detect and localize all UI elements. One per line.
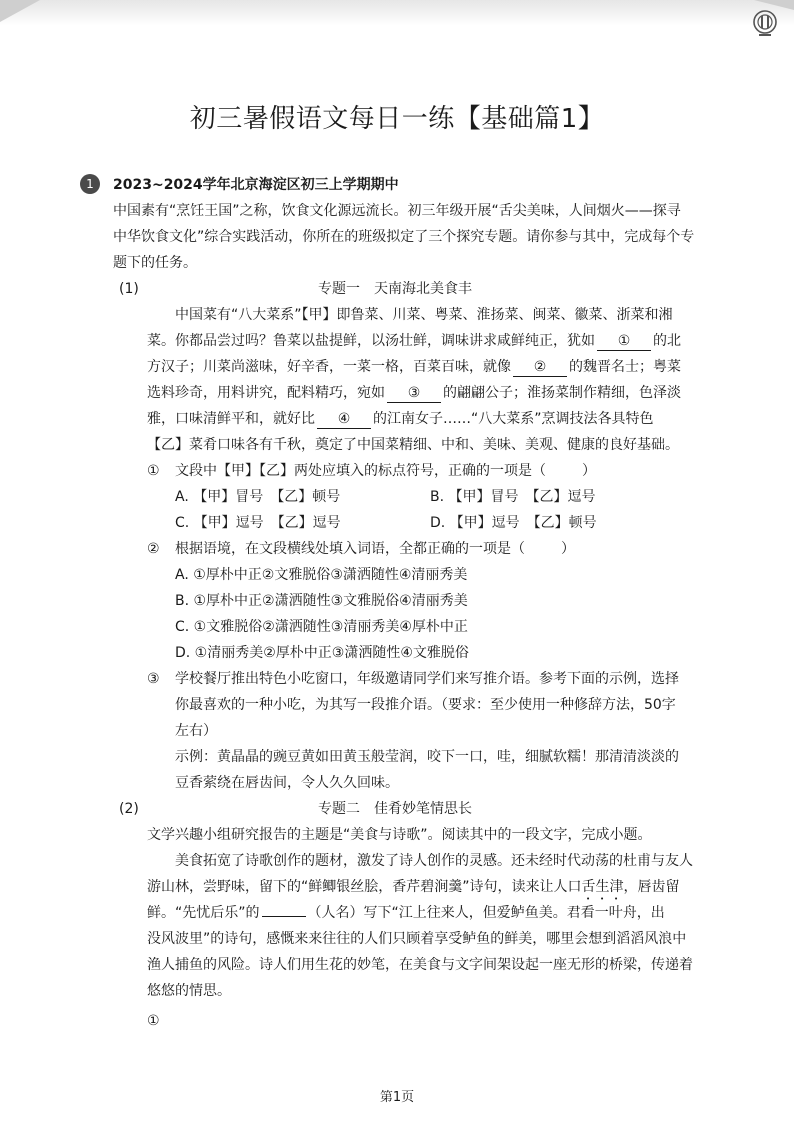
poem-passage-line: 没风波里”的诗句，感慨来来往往的人们只顾着享受鲈鱼的鲜美，哪里会想到滔滔风浪中 — [147, 931, 687, 947]
page-top-shadow — [0, 0, 794, 26]
question-source: 2023~2024学年北京海淀区初三上学期期中 — [113, 177, 399, 193]
question-block — [80, 172, 710, 1034]
part1-header — [80, 276, 710, 302]
poem-passage-line: 美食拓宽了诗歌创作的题材，激发了诗人创作的灵感。还未经时代动荡的杜甫与友人 — [175, 853, 693, 869]
publisher-logo-icon — [750, 8, 780, 38]
intro-line: 中华饮食文化”综合实践活动，你所在的班级拟定了三个探究专题。请你参与其中，完成每个专 — [113, 229, 695, 245]
part2-title: 专题二 佳肴妙笔情思长 — [318, 801, 472, 817]
subquestion-marker: ③ — [147, 671, 160, 687]
person-name-blank[interactable] — [262, 916, 306, 917]
page-title: 初三暑假语文每日一练【基础篇1】 — [189, 104, 605, 134]
option-c[interactable]: C. 【甲】逗号 【乙】逗号 — [175, 515, 341, 531]
passage-line: 【乙】菜肴口味各有千秋，奠定了中国菜精细、中和、美味、美观、健康的良好基础。 — [147, 437, 679, 453]
option-a[interactable]: A. ①厚朴中正②文雅脱俗③潇洒随性④清丽秀美 — [175, 567, 468, 583]
subquestion-3-line: 你最喜欢的一种小吃，为其写一段推介语。（要求：至少使用一种修辞方法，50字 — [175, 697, 676, 713]
options-row — [80, 510, 710, 536]
page-corner-fold — [0, 0, 40, 22]
passage-line: 选料珍奇，用料讲究，配料精巧，宛如 ③ 的翩翩公子；淮扬菜制作精细，色泽淡 — [147, 385, 681, 401]
example-line: 示例：黄晶晶的豌豆黄如田黄玉般莹润，咬下一口，哇，细腻软糯！那清清淡淡的 — [175, 749, 679, 765]
passage-line: 菜。你都品尝过吗？鲁菜以盐提鲜，以汤壮鲜，调味讲求咸鲜纯正，犹如 ① 的北 — [147, 333, 681, 349]
poem-passage-line: 游山林，尝野味，留下的“鲜鲫银丝脍，香芹碧涧羹”诗句，读来让人口舌生津，唇齿留 — [147, 879, 680, 895]
option-b[interactable]: B. 【甲】冒号 【乙】逗号 — [430, 489, 596, 505]
option-c[interactable]: C. ①文雅脱俗②潇洒随性③清丽秀美④厚朴中正 — [175, 619, 468, 635]
part1-number: (1) — [119, 281, 139, 297]
part2-intro: 文学兴趣小组研究报告的主题是“美食与诗歌”。阅读其中的一段文字，完成小题。 — [147, 827, 652, 843]
subquestion-1: ① 文段中【甲】【乙】两处应填入的标点符号，正确的一项是（ ） — [80, 458, 710, 484]
part1-title: 专题一 天南海北美食丰 — [318, 281, 472, 297]
option-d[interactable]: D. ①清丽秀美②厚朴中正③潇洒随性④文雅脱俗 — [175, 645, 469, 661]
subquestion-2: ② 根据语境，在文段横线处填入词语，全都正确的一项是（ ） — [80, 536, 710, 562]
emphasized-phrase: 舌生津 — [581, 879, 624, 895]
part2-number: (2) — [119, 801, 139, 817]
options-row — [80, 484, 710, 510]
passage-line: 方汉子；川菜尚滋味，好辛香，一菜一格，百菜百味，就像 ② 的魏晋名士；粤菜 — [147, 359, 681, 375]
poem-passage-line: 悠悠的情思。 — [147, 983, 231, 999]
intro-line: 中国素有“烹饪王国”之称，饮食文化源远流长。初三年级开展“舌尖美味，人间烟火——探寻 — [113, 203, 681, 219]
subquestion-marker: ① — [147, 463, 160, 479]
passage-line: 雅，口味清鲜平和，就好比 ④ 的江南女子……“八大菜系”烹调技法各具特色 — [147, 411, 654, 427]
fill-blank-1[interactable]: ① — [597, 332, 651, 351]
example-line: 豆香萦绕在唇齿间，令人久久回味。 — [175, 775, 399, 791]
poem-passage-line: 鲜。“先忧后乐”的 （人名）写下“江上往来人，但爱鲈鱼美。君看一叶舟，出 — [147, 905, 665, 921]
part2-header — [80, 796, 710, 822]
subquestion-marker: ② — [147, 541, 160, 557]
part2-subquestion-marker: ① — [147, 1013, 160, 1029]
fill-blank-4[interactable]: ④ — [317, 410, 371, 429]
page-footer: 第1页 — [379, 1090, 415, 1105]
poem-passage-line: 渔人捕鱼的风险。诗人们用生花的妙笔，在美食与文字间架设起一座无形的桥梁，传递着 — [147, 957, 693, 973]
passage-line: 中国菜有“八大菜系”【甲】即鲁菜、川菜、粤菜、淮扬菜、闽菜、徽菜、浙菜和湘 — [175, 307, 673, 323]
fill-blank-2[interactable]: ② — [513, 358, 567, 377]
subquestion-3-line: 左右） — [175, 723, 217, 739]
option-d[interactable]: D. 【甲】逗号 【乙】顿号 — [430, 515, 597, 531]
intro-line: 题下的任务。 — [113, 255, 197, 271]
subquestion-3: ③ 学校餐厅推出特色小吃窗口，年级邀请同学们来写推介语。参考下面的示例，选择 — [80, 666, 710, 692]
option-b[interactable]: B. ①厚朴中正②潇洒随性③文雅脱俗④清丽秀美 — [175, 593, 468, 609]
question-number-badge: 1 — [80, 174, 100, 194]
fill-blank-3[interactable]: ③ — [387, 384, 441, 403]
option-a[interactable]: A. 【甲】冒号 【乙】顿号 — [175, 489, 341, 505]
